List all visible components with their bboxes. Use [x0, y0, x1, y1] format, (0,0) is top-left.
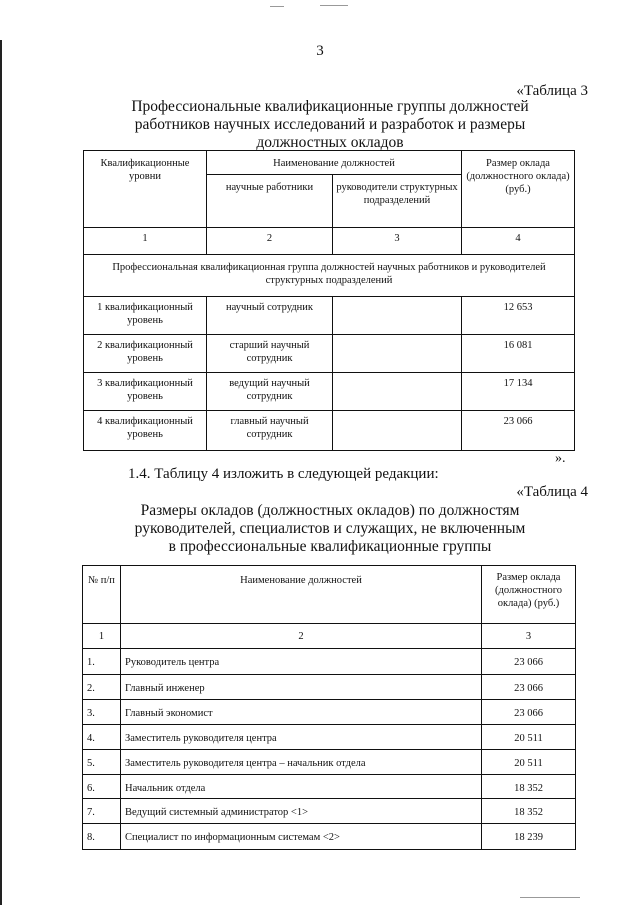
- table3-index-cell: 4: [462, 228, 575, 255]
- row-number: 3.: [83, 700, 121, 725]
- row-number: 8.: [83, 824, 121, 850]
- level-cell: 1 квалификационный уровень: [84, 297, 207, 335]
- table4-title-line: в профессиональные квалификационные группы: [168, 538, 492, 555]
- salary-cell: 20 511: [482, 750, 576, 775]
- salary-cell: 20 511: [482, 725, 576, 750]
- salary-cell: 16 081: [462, 335, 575, 373]
- row-number: 1.: [83, 649, 121, 675]
- table4-header-salary: Размер оклада (должностного оклада) (руб.): [482, 566, 576, 624]
- table3-index-cell: 2: [207, 228, 333, 255]
- table3-title-line: должностных окладов: [256, 134, 404, 151]
- table4-title: [60, 502, 600, 556]
- table-row: [84, 335, 575, 373]
- salary-cell: 23 066: [482, 649, 576, 675]
- salary-cell: 18 239: [482, 824, 576, 850]
- position-name: Специалист по информационным системам <2>: [121, 824, 482, 850]
- position-cell: старший научный сотрудник: [207, 335, 333, 373]
- row-number: 7.: [83, 799, 121, 824]
- level-cell: 2 квалификационный уровень: [84, 335, 207, 373]
- position-name: Ведущий системный администратор <1>: [121, 799, 482, 824]
- level-cell: 3 квалификационный уровень: [84, 373, 207, 411]
- table-row: [83, 750, 576, 775]
- table3-header-positions: Наименование должностей: [207, 151, 462, 175]
- position-name: Руководитель центра: [121, 649, 482, 675]
- table-row: [83, 675, 576, 700]
- table-row: [83, 700, 576, 725]
- manager-cell: [333, 411, 462, 451]
- table3-closing-quote: ».: [555, 451, 566, 466]
- salary-cell: 23 066: [462, 411, 575, 451]
- table3-index-cell: 1: [84, 228, 207, 255]
- salary-cell: 23 066: [482, 700, 576, 725]
- table3-header-managers: руководители структурных подразделений: [333, 175, 462, 228]
- table-row: [84, 373, 575, 411]
- position-name: Главный экономист: [121, 700, 482, 725]
- scan-artifact: [520, 897, 580, 898]
- table4-index-cell: 2: [121, 624, 482, 649]
- table3-header-levels: Квалификационные уровни: [84, 151, 207, 228]
- table-row: [83, 824, 576, 850]
- salary-cell: 12 653: [462, 297, 575, 335]
- table4-title-line: руководителей, специалистов и служащих, не включенным: [134, 520, 526, 537]
- table-row: [83, 649, 576, 675]
- table4-header-positions: Наименование должностей: [121, 566, 482, 624]
- binding-edge: [0, 40, 2, 905]
- table4-header-number: № п/п: [83, 566, 121, 624]
- position-name: Начальник отдела: [121, 775, 482, 799]
- salary-cell: 23 066: [482, 675, 576, 700]
- table-row: [84, 411, 575, 451]
- table3: [83, 150, 575, 451]
- position-name: Заместитель руководителя центра – начальник отдела: [121, 750, 482, 775]
- table3-index-cell: 3: [333, 228, 462, 255]
- section-instruction: 1.4. Таблицу 4 изложить в следующей редакции:: [128, 466, 439, 482]
- manager-cell: [333, 297, 462, 335]
- position-cell: ведущий научный сотрудник: [207, 373, 333, 411]
- table-row: [83, 799, 576, 824]
- table3-title-line: Профессиональные квалификационные группы должностей: [131, 98, 529, 115]
- page-number: 3: [316, 43, 324, 59]
- position-cell: научный сотрудник: [207, 297, 333, 335]
- table4-label: «Таблица 4: [516, 484, 588, 500]
- table-row: [83, 725, 576, 750]
- table4: [82, 565, 576, 850]
- position-cell: главный научный сотрудник: [207, 411, 333, 451]
- row-number: 6.: [83, 775, 121, 799]
- manager-cell: [333, 373, 462, 411]
- table-row: [83, 775, 576, 799]
- level-cell: 4 квалификационный уровень: [84, 411, 207, 451]
- table4-index-cell: 1: [83, 624, 121, 649]
- salary-cell: 18 352: [482, 775, 576, 799]
- table3-group-title: Профессиональная квалификационная группа должностей научных работников и руководителей структурных подразделений: [84, 255, 575, 297]
- table3-title: [60, 98, 600, 152]
- table-row: [84, 297, 575, 335]
- table3-label: «Таблица 3: [516, 83, 588, 99]
- row-number: 2.: [83, 675, 121, 700]
- table3-title-line: работников научных исследований и разработок и размеры: [134, 116, 526, 133]
- position-name: Заместитель руководителя центра: [121, 725, 482, 750]
- table4-index-cell: 3: [482, 624, 576, 649]
- scan-artifact: [320, 5, 348, 6]
- row-number: 4.: [83, 725, 121, 750]
- manager-cell: [333, 335, 462, 373]
- table4-title-line: Размеры окладов (должностных окладов) по должностям: [140, 502, 520, 519]
- salary-cell: 18 352: [482, 799, 576, 824]
- scan-artifact: [270, 6, 284, 7]
- salary-cell: 17 134: [462, 373, 575, 411]
- row-number: 5.: [83, 750, 121, 775]
- table3-header-researchers: научные работники: [207, 175, 333, 228]
- table3-header-salary: Размер оклада (должностного оклада) (руб.): [462, 151, 575, 228]
- position-name: Главный инженер: [121, 675, 482, 700]
